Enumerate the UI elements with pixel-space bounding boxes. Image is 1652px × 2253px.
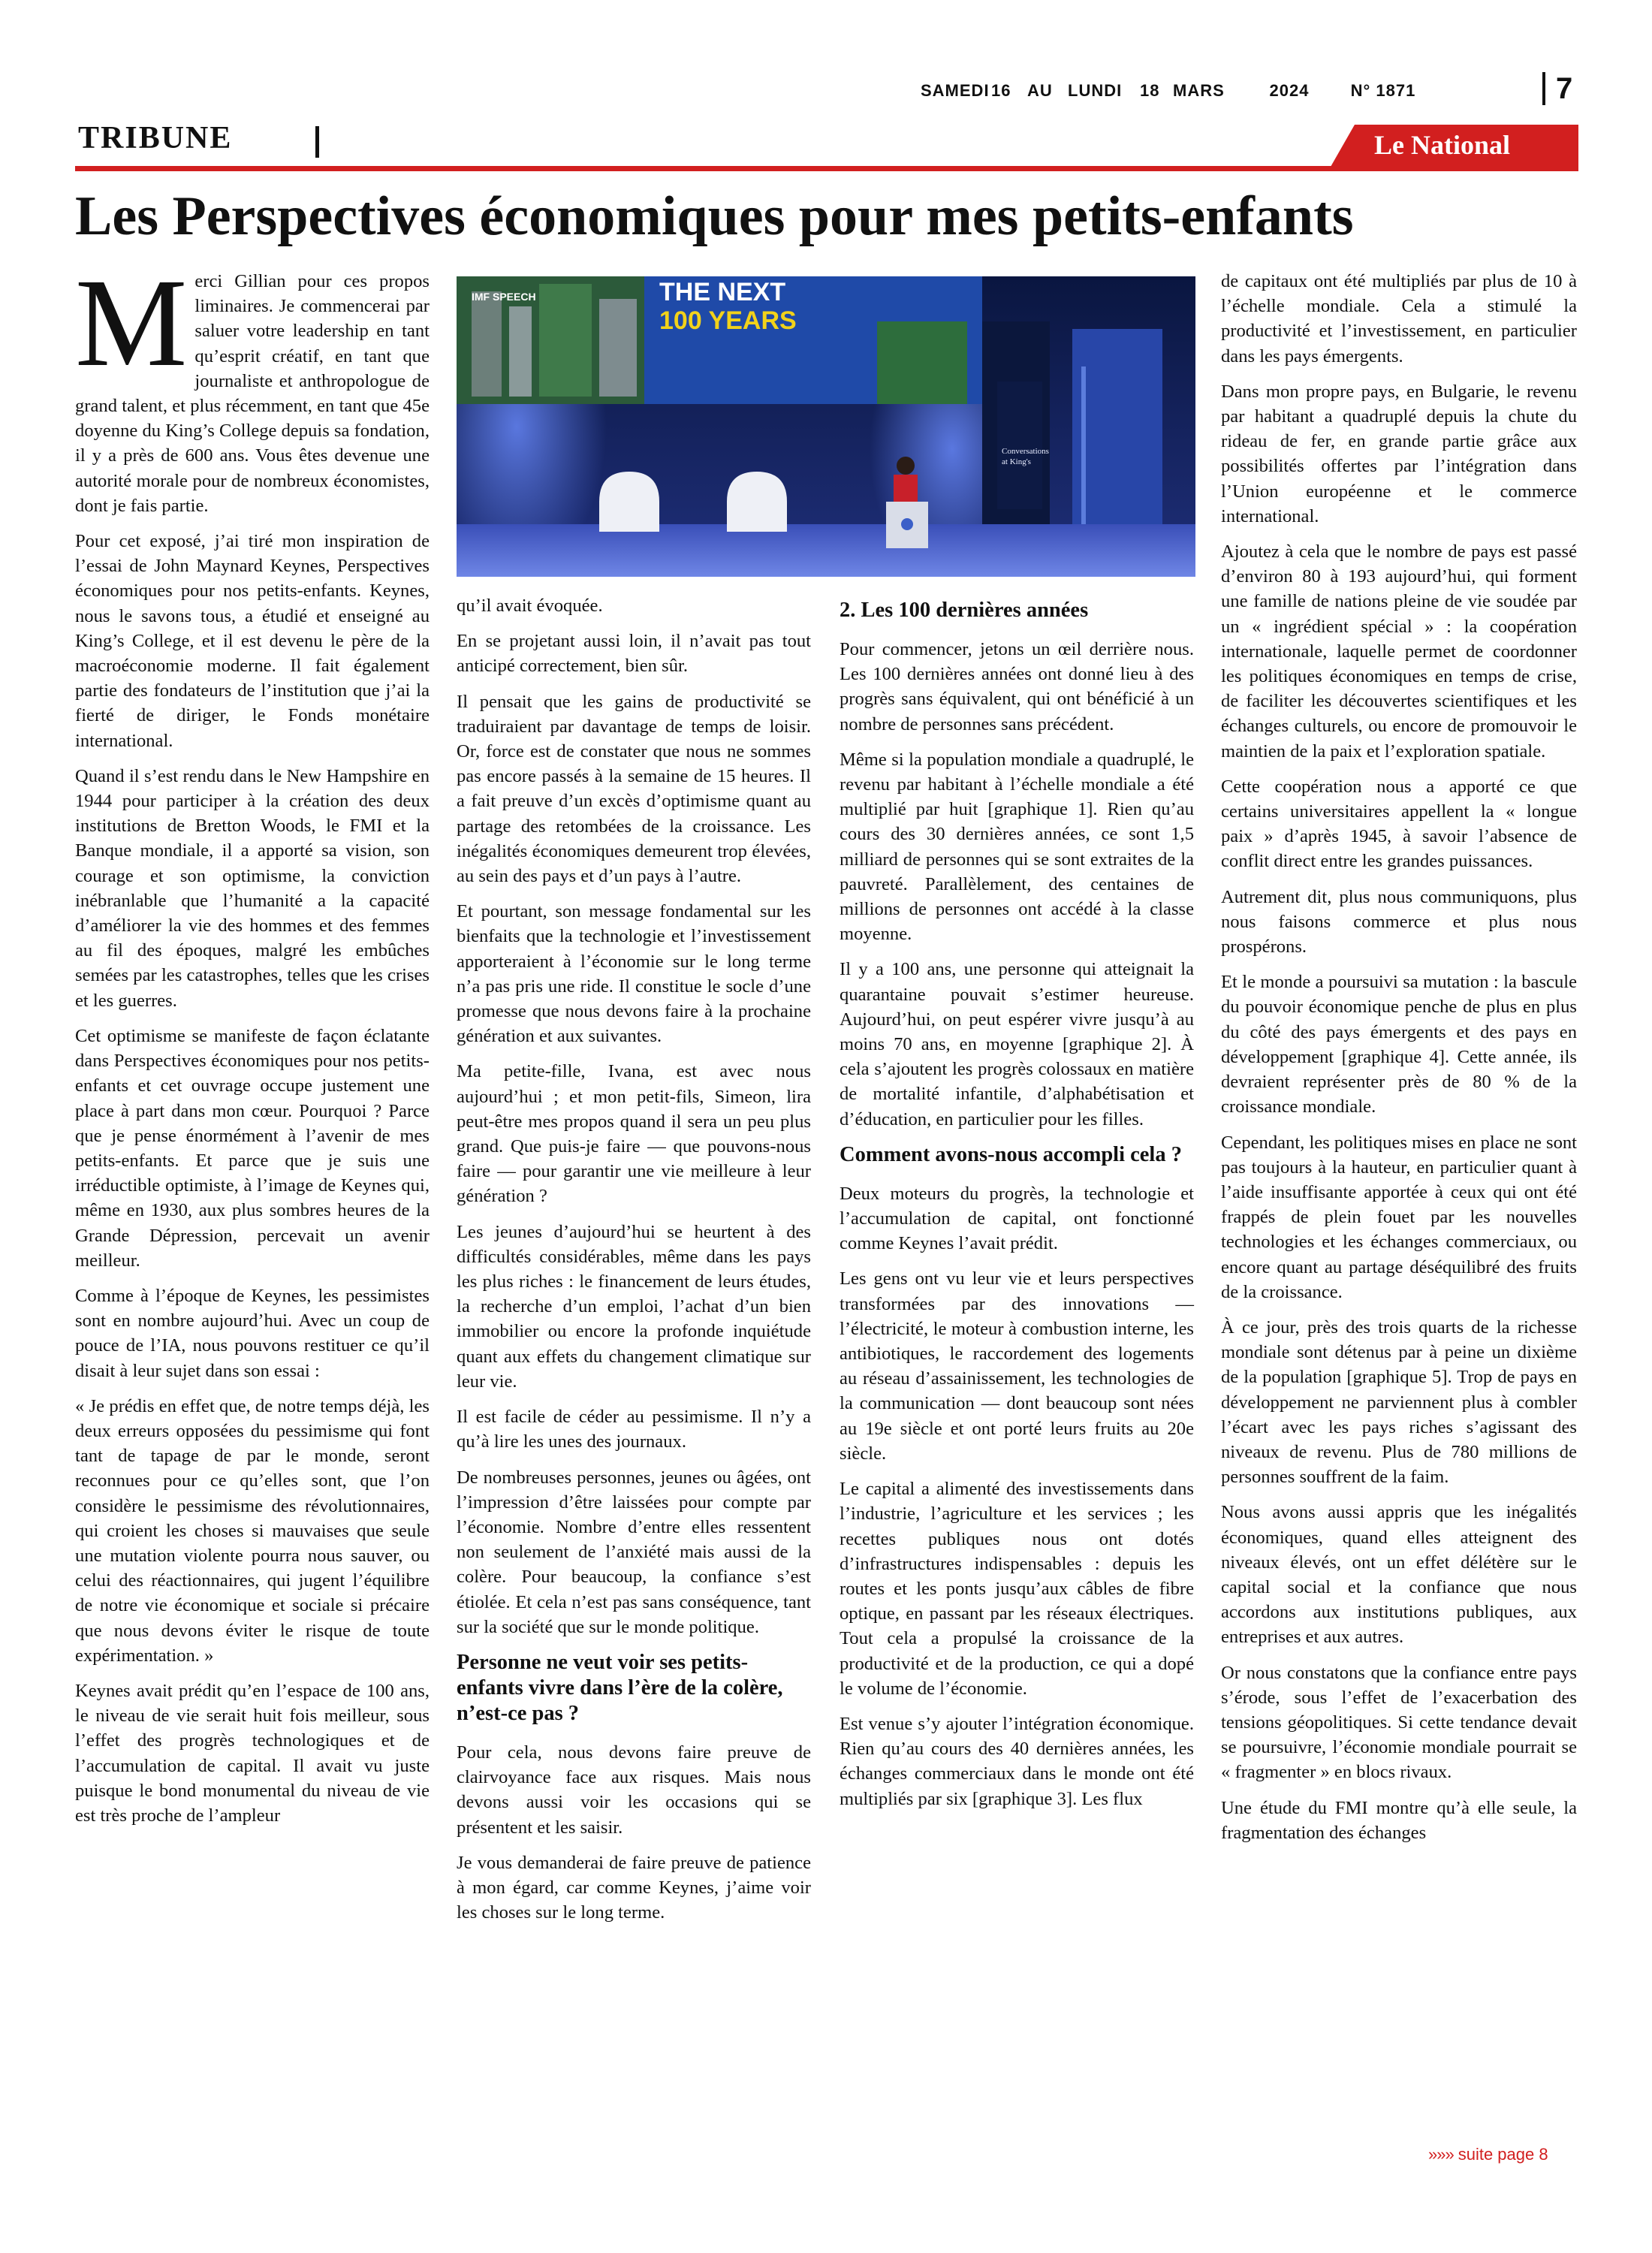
- screen-title-line1: THE NEXT: [659, 278, 786, 306]
- article-column-1: [75, 253, 430, 1838]
- section-label: TRIBUNE: [78, 121, 233, 155]
- paragraph: Keynes avait prédit qu’en l’espace de 100 ans, le niveau de vie serait huit fois meilleur, sous l’effet des progrès technologiques et de l’accumulation de capital. Il avait vu juste puisque le bond monumental du niveau de vie est très proche de l’ampleur: [75, 1680, 430, 1826]
- paragraph: Cette coopération nous a apporté ce que certains universitaires appellent la « longue paix » d’après 1945, à savoir l’absence de conflit direct entre les grandes puissances.: [1221, 776, 1577, 872]
- article-column-4: [1221, 269, 1577, 1856]
- paragraph: Pour cela, nous devons faire preuve de clairvoyance face aux risques. Mais nous devons aussi voir les occasions qui se présentent et les saisir.: [457, 1742, 811, 1838]
- date-day-start: SAMEDI: [921, 81, 990, 100]
- paragraph: De nombreuses personnes, jeunes ou âgées, ont l’impression d’être laissées pour compte par l’économie. Nombre d’entre elles ressentent non seulement de l’anxiété mais aussi de la colère. Pour beaucoup, la confiance s’est étiolée. Et cela n’est pas sans conséquence, tant sur la société que sur le monde politique.: [457, 1467, 811, 1637]
- chair-right: [727, 472, 787, 532]
- stage-illustration: [457, 276, 1195, 577]
- paragraph: Cependant, les politiques mises en place ne sont pas toujours à la hauteur, en particulier quant à l’aide insuffisante apportée à ceux qui ont été frappés de plein fouet par les nouvelles technologies et les échanges commerciaux, ou encore quant au partage déséquilibré des fruits de la croissance.: [1221, 1132, 1578, 1302]
- article-headline: Les Perspectives économiques pour mes petits-enfants: [75, 185, 1354, 247]
- paragraph: Ma petite-fille, Ivana, est avec nous aujourd’hui ; et mon petit-fils, Simeon, lira peut-être mes propos quand il sera un peu plus grand. Que puis-je faire — que pouvons-nous faire — pour garantir une vie meilleure à leur génération ?: [457, 1061, 811, 1207]
- screen-tag: IMF SPEECH: [472, 291, 536, 303]
- date-number-end: 18: [1140, 81, 1160, 100]
- paragraph: qu’il avait évoquée.: [457, 596, 603, 616]
- chair-left: [599, 472, 659, 532]
- page-number: 7: [1542, 72, 1572, 105]
- intro-text: erci Gillian pour ces propos liminaires. Je commencerai par saluer votre leadership en tant qu’esprit créatif, en tant que journaliste et anthropologue de grand talent, et plus récemment, en tant que 45e doyenne du King’s College depuis sa fondation, il y a près de 600 ans. Vous êtes devenue une autorité morale pour de nombreux économistes, dont je fais partie.: [75, 271, 430, 516]
- stage-banner-line2: at King's: [1002, 457, 1031, 466]
- drop-cap: M: [75, 253, 188, 393]
- intro-paragraph: [75, 253, 430, 518]
- paragraph: Pour cet exposé, j’ai tiré mon inspiration de l’essai de John Maynard Keynes, Perspectives économiques pour nos petits-enfants. Keynes, nous le savons tous, a étudié et enseigné au King’s College, et il est devenu le père de la macroéconomie moderne. Il fait également partie des fondateurs de l’institution que j’ai la fierté de diriger, le Fonds monétaire international.: [75, 531, 430, 751]
- paragraph: Et le monde a poursuivi sa mutation : la bascule du pouvoir économique penche de plus en plus du côté des pays émergents et des pays en développement [graphique 4]. Cette année, ils devraient représenter près de 80 % de la croissance mondiale.: [1221, 972, 1577, 1117]
- date-number-start: 16: [991, 81, 1011, 100]
- paragraph: Dans mon propre pays, en Bulgarie, le revenu par habitant a quadruplé depuis la chute du rideau de fer, en grande partie grâce aux possibilités offertes par l’intégration dans l’Union européenne et le commerce international.: [1221, 381, 1577, 526]
- date-day-end: LUNDI: [1068, 81, 1123, 100]
- paragraph: Je vous demanderai de faire preuve de patience à mon égard, car comme Keynes, j’aime voir les choses sur le long terme.: [457, 1852, 811, 1923]
- date-month: MARS: [1173, 81, 1225, 100]
- paragraph: Une étude du FMI montre qu’à elle seule, la fragmentation des échanges: [1221, 1797, 1577, 1843]
- article-column-3: [840, 593, 1194, 1822]
- paragraph: En se projetant aussi loin, il n’avait pas tout anticipé correctement, bien sûr.: [457, 631, 811, 677]
- paragraph: Les gens ont vu leur vie et leurs perspectives transformées par des innovations — l’électricité, le moteur à combustion interne, les antibiotiques, le raccordement des logements au réseau d’assainissement, les technologies de la communication — dont beaucoup sont nées au 19e siècle et ont porté leurs fruits au 20e siècle.: [840, 1268, 1194, 1464]
- subheading: Personne ne veut voir ses petits-enfants vivre dans l’ère de la colère, n’est-ce pas ?: [457, 1650, 783, 1725]
- paragraph: Il pensait que les gains de productivité se traduiraient par davantage de temps de loisir. Or, force est de constater que nous ne sommes pas encore passés à la semaine de 15 heures. Il a fait preuve d’un excès d’optimisme quant au partage des retombées de la croissance. Les inégalités économiques demeurent trop élevées, au sein des pays et d’un pays à l’autre.: [457, 691, 811, 887]
- speech-photo: [457, 276, 1195, 577]
- subheading: Comment avons-nous accompli cela ?: [840, 1142, 1182, 1166]
- paragraph: Il y a 100 ans, une personne qui atteignait la quarantaine pouvait s’estimer heureuse. Aujourd’hui, on peut espérer vivre jusqu’à au moins 70 ans, en moyenne [graphique 2]. À cela s’ajoutent les progrès colossaux en matière de mortalité infantile, d’alphabétisation et d’éducation, en particulier pour les filles.: [840, 959, 1194, 1130]
- paragraph: Comme à l’époque de Keynes, les pessimistes sont en nombre aujourd’hui. Avec un coup de pouce de l’IA, nous pouvons restituer ce qu’il disait à leur sujet dans son essai :: [75, 1285, 430, 1381]
- article-column-2: [457, 593, 811, 1935]
- newspaper-brand: Le National: [1374, 130, 1511, 160]
- continued-text: suite page 8: [1458, 2145, 1548, 2164]
- date-year: 2024: [1269, 81, 1310, 100]
- paragraph: Cet optimisme se manifeste de façon éclatante dans Perspectives économiques pour nos petits-enfants et cet ouvrage occupe justement une place à part dans mon cœur. Pourquoi ? Parce que je pense énormément à l’avenir de mes petits-enfants. Et parce que je suis une irréductible optimiste, à l’image de Keynes qui, même en 1930, aux plus sombres heures de la Grande Dépression, percevait un avenir meilleur.: [75, 1025, 430, 1271]
- header-rule: [75, 166, 1578, 171]
- paragraph: Ajoutez à cela que le nombre de pays est passé d’environ 80 à 193 aujourd’hui, qui forment une famille de nations pleine de vie soudée par un « ingrédient spécial » : la coopération internationale, laquelle permet de coordonner les politiques économiques en temps de crise, de faciliter les découvertes scientifiques et les échanges culturels, ou encore de promouvoir le maintien de la paix et l’exploration spatiale.: [1221, 541, 1577, 762]
- paragraph: Deux moteurs du progrès, la technologie et l’accumulation de capital, ont fonctionné comme Keynes l’avait prédit.: [840, 1183, 1194, 1254]
- quote-paragraph: « Je prédis en effet que, de notre temps déjà, les deux erreurs opposées du pessimisme qui font tant de tapage de par le monde, seront reconnues pour ce qu’elles sont, que l’on considère le pessimisme des révolutionnaires, qui croient les choses si mauvaises que seule une mutation violente pourra nous sauver, ou celui des réactionnaires, qui jugent l’équilibre de notre vie économique et sociale si précaire que nous devons éviter le risque de toute expérimentation. »: [75, 1395, 430, 1666]
- stage-banner-line1: Conversations: [1002, 447, 1049, 456]
- paragraph: de capitaux ont été multipliés par plus de 10 à l’échelle mondiale. Cela a stimulé la productivité et l’investissement, en particulier dans les pays émergents.: [1221, 271, 1577, 366]
- paragraph: Et pourtant, son message fondamental sur les bienfaits que la technologie et l’investissement apporteraient à l’économie sur le long terme n’a pas pris une ride. Il constitue le socle d’une promesse que nous devons faire à la prochaine génération et aux suivantes.: [457, 901, 811, 1047]
- date-connector: AU: [1027, 81, 1053, 100]
- paragraph: Or nous constatons que la confiance entre pays s’érode, sous l’effet de l’exacerbation des tensions géopolitiques. Si cette tendance devait se poursuivre, l’économie mondiale pourrait se « fragmenter » en blocs rivaux.: [1221, 1662, 1577, 1783]
- paragraph: Le capital a alimenté des investissements dans l’industrie, l’agriculture et les services ; les recettes publiques nous ont dotés d’infrastructures indispensables : depuis les routes et les ponts jusqu’aux câbles de fibre optique, en passant par les réseaux électriques. Tout cela a propulsé la croissance de la productivité et de la production, ce qui a dopé le volume de l’économie.: [840, 1479, 1194, 1699]
- subheading: 2. Les 100 dernières années: [840, 599, 1089, 622]
- paragraph: Est venue s’y ajouter l’intégration économique. Rien qu’au cours des 40 dernières années, les échanges commerciaux dans le monde ont été multipliés par six [graphique 3]. Les flux: [840, 1713, 1194, 1809]
- continue-arrows-icon: »»»: [1428, 2145, 1454, 2164]
- issue-number: N° 1871: [1350, 81, 1416, 100]
- continued-link[interactable]: [1428, 2145, 1548, 2164]
- paragraph: Nous avons aussi appris que les inégalités économiques, quand elles atteignent des niveaux élevés, ont un effet délétère sur le capital social et la confiance que nous accordons aux institutions publiques, aux entreprises et aux autres.: [1221, 1502, 1577, 1648]
- paragraph: Les jeunes d’aujourd’hui se heurtent à des difficultés considérables, même dans les pays les plus riches : le financement de leurs études, la recherche d’un emploi, l’achat d’un bien immobilier ou encore la profonde inquiétude quant aux effets du changement climatique sur leur vie.: [457, 1221, 811, 1392]
- section-divider: [315, 126, 319, 158]
- paragraph: Même si la population mondiale a quadruplé, le revenu par habitant à l’échelle mondiale a été multiplié par huit [graphique 1]. Rien qu’au cours des 30 dernières années, ce sont 1,5 milliard de personnes qui se sont extraites de la pauvreté. Parallèlement, des centaines de millions de personnes ont accédé à la classe moyenne.: [840, 749, 1194, 945]
- paragraph: Quand il s’est rendu dans le New Hampshire en 1944 pour participer à la création des deux institutions de Bretton Woods, le FMI et la Banque mondiale, il a apporté sa vision, son courage et son optimisme, la conviction inébranlable que l’humanité a la capacité d’améliorer la vie des hommes et des femmes au fil des époques, malgré les embûches semées par les catastrophes, telles que les crises et les guerres.: [75, 765, 430, 1011]
- screen-title-line2: 100 YEARS: [659, 306, 797, 335]
- paragraph: Il est facile de céder au pessimisme. Il n’y a qu’à lire les unes des journaux.: [457, 1407, 811, 1452]
- paragraph: Autrement dit, plus nous communiquons, plus nous faisons commerce et plus nous prospérons.: [1221, 886, 1577, 958]
- issue-dateline: [921, 81, 1506, 101]
- paragraph: À ce jour, près des trois quarts de la richesse mondiale sont détenus par à peine un dixième de la population [graphique 5]. Trop de pays en développement ne parviennent plus à combler l’écart avec les pays riches s’agissant des niveaux de revenu. Plus de 780 millions de personnes souffrent de la faim.: [1221, 1317, 1577, 1488]
- paragraph: Pour commencer, jetons un œil derrière nous. Les 100 dernières années ont donné lieu à des progrès sans équivalent, qui ont bénéficié à un nombre de personnes sans précédent.: [840, 639, 1194, 734]
